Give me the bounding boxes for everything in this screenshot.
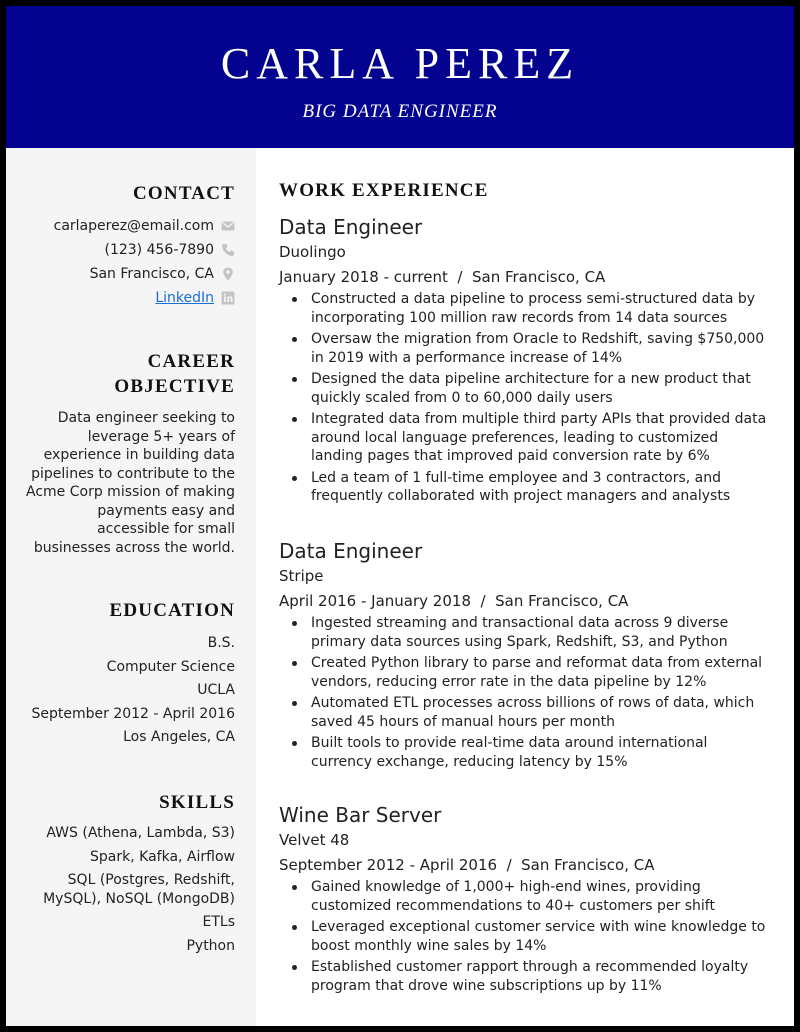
sidebar — [6, 148, 256, 1026]
job-meta: April 2016 - January 2018 / San Francisco, CA — [279, 592, 629, 610]
job-bullet: Created Python library to parse and reformat data from external vendors, reducing error rate in the data pipeline by 12% — [279, 654, 769, 691]
skills-list — [35, 824, 235, 960]
skill-item: ETLs — [202, 914, 235, 930]
contact-phone — [105, 240, 236, 260]
education-school: UCLA — [197, 682, 235, 698]
skill-item: Python — [186, 937, 235, 954]
location-text: San Francisco, CA — [89, 266, 214, 282]
job-role: Data Engineer — [279, 215, 423, 239]
work-experience-heading: WORK EXPERIENCE — [279, 180, 489, 201]
job-bullet: Constructed a data pipeline to process semi-structured data by incorporating 100 million raw records from 14 data sources — [279, 290, 769, 327]
job-bullet: Automated ETL processes across billions of rows of data, which saved 45 hours of manual hours per month — [279, 694, 769, 731]
candidate-name: CARLA PEREZ — [220, 39, 580, 88]
job-bullet: Oversaw the migration from Oracle to Redshift, saving $750,000 in 2019 with a performance increase of 14% — [279, 330, 769, 367]
resume-page — [6, 6, 794, 1026]
education-heading: EDUCATION — [109, 600, 235, 621]
job-company: Duolingo — [279, 243, 346, 261]
email-text: carlaperez@email.com — [53, 218, 214, 234]
education-field: Computer Science — [106, 658, 235, 675]
phone-icon — [221, 243, 235, 257]
skill-item: Spark, Kafka, Airflow — [90, 848, 235, 865]
job-bullets — [279, 614, 769, 771]
job-bullet: Integrated data from multiple third party APIs that provided data around local language preferences, leading to customized landing pages that improved paid conversion rate by 6% — [279, 410, 769, 466]
linkedin-link[interactable]: LinkedIn — [155, 290, 214, 306]
objective-text: Data engineer seeking to leverage 5+ years of experience in building data pipelines to contribute to the Acme Corp mission of making payments easy and accessible for small businesses across the world. — [26, 410, 235, 556]
contact-heading: CONTACT — [133, 183, 235, 204]
job-bullet: Gained knowledge of 1,000+ high-end wines, providing customized recommendations to 40+ customers per shift — [279, 878, 769, 915]
skill-item: AWS (Athena, Lambda, S3) — [46, 825, 235, 841]
education-location: Los Angeles, CA — [123, 729, 235, 745]
education-dates: September 2012 - April 2016 — [31, 705, 235, 722]
job-entry — [279, 538, 769, 774]
contact-location — [90, 264, 235, 284]
job-entry — [279, 214, 769, 509]
job-bullet: Leveraged exceptional customer service with wine knowledge to boost monthly wine sales by 14% — [279, 918, 769, 955]
job-bullet: Ingested streaming and transactional data across 9 diverse primary data sources using Spark, Redshift, S3, and Python — [279, 614, 769, 651]
job-meta: January 2018 - current / San Francisco, CA — [279, 268, 606, 286]
job-bullet: Designed the data pipeline architecture for a new product that quickly scaled from 0 to 60,000 daily users — [279, 370, 769, 407]
job-bullets — [279, 290, 769, 506]
objective-heading-line2: OBJECTIVE — [114, 376, 235, 397]
objective-heading-line1: CAREER — [147, 351, 235, 372]
phone-text: (123) 456-7890 — [104, 242, 214, 258]
job-bullets — [279, 878, 769, 995]
skills-heading: SKILLS — [159, 792, 235, 813]
resume-header — [6, 6, 794, 148]
job-entry — [279, 802, 769, 998]
education-details — [32, 632, 236, 750]
job-role: Wine Bar Server — [279, 803, 442, 827]
contact-linkedin — [155, 288, 235, 308]
education-degree: B.S. — [207, 635, 235, 651]
job-meta: September 2012 - April 2016 / San Francisco, CA — [279, 856, 655, 874]
job-bullet: Led a team of 1 full-time employee and 3 contractors, and frequently collaborated with project managers and analysts — [279, 469, 769, 506]
contact-email — [54, 216, 235, 236]
job-bullet: Built tools to provide real-time data around international currency exchange, reducing latency by 15% — [279, 734, 769, 771]
job-company: Stripe — [279, 567, 324, 585]
job-bullet: Established customer rapport through a recommended loyalty program that drove wine subscriptions up by 11% — [279, 958, 769, 995]
candidate-title: BIG DATA ENGINEER — [302, 101, 498, 122]
main-content — [256, 148, 794, 1026]
envelope-icon — [221, 219, 235, 233]
linkedin-icon — [221, 291, 235, 305]
skill-item: SQL (Postgres, Redshift, MySQL), NoSQL (MongoDB) — [43, 872, 235, 907]
map-pin-icon — [221, 267, 235, 281]
job-company: Velvet 48 — [279, 831, 350, 849]
job-role: Data Engineer — [279, 539, 423, 563]
